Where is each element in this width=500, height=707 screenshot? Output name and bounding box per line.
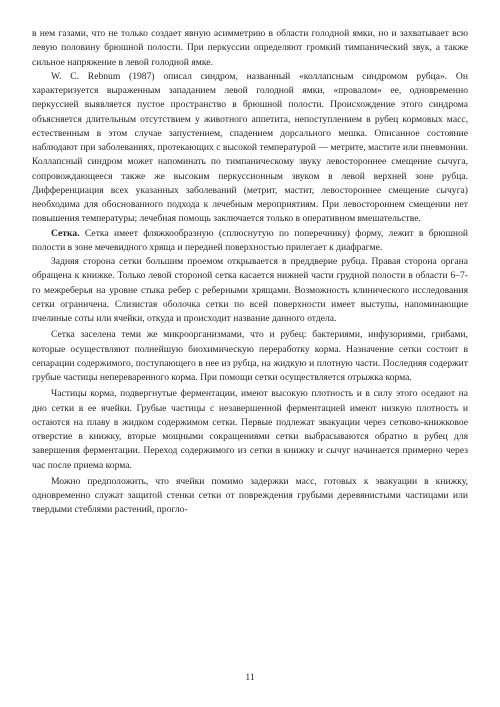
paragraph-3 [32, 227, 468, 256]
paragraph-3-text: Сетка имеет фляжкообразную (сплюснутую по поперечнику) форму, лежит в брюшной полости в зоне мечевидного хряща и передней поверхностью прилегает к диафрагме. [32, 227, 468, 253]
page-number: 11 [245, 672, 255, 683]
paragraph-6: Частицы корма, подвергнутые ферментации, имеют высокую плотность и в силу этого оседают на дно сетки в ее ячейки. Грубые частицы с незавершенной ферментацией имеют низкую плотность и остаются на плаву в жидком содержимом сетки. Первые подлежат эвакуации через сетково-книжковое отверстие в книжку, вторые мощными сокращениями сетки выбрасываются обратно в рубец для завершения ферментации. Переход содержимого из сетки в книжку и сычуг начинается примерно через час после приема корма. [32, 388, 468, 471]
document-body [32, 27, 468, 518]
paragraph-4: Задняя сторона сетки большим проемом открывается в преддверие рубца. Правая сторона органа обращена к книжке. Только левой стороной сетка касается нижней части грудной полости в области 6–7-го межреберья на уровне стыка ребер с реберными хрящами. Возможность клинического исследования сетки ограничена. Слизистая оболочка сетки по всей поверхности имеет выступы, напоминающие пчелиные соты или ячейки, откуда и происходит название данного отдела. [32, 256, 468, 324]
paragraph-5: Сетка заселена теми же микроорганизмами, что и рубец: бактериями, инфузориями, грибами, которые осуществляют полнейшую биохимическую переработку корма. Назначение сетки состоит в сепарации содержимого, поступающего в нее из рубца, на жидкую и плотную части. Последняя содержит грубые частицы непереваренного корма. При помощи сетки осуществляется отрыжка корма. [32, 329, 468, 383]
section-heading-setka: Сетка. [51, 227, 80, 239]
paragraph-7: Можно предположить, что ячейки помимо задержки масс, готовых к эвакуации в книжку, одновременно служат защитой стенки сетки от повреждения грубыми деревянистыми частицами или твердыми стеблями растений, прогло- [32, 475, 468, 516]
paragraph-2: W. C. Rebnum (1987) описал синдром, названный «коллапсным синдромом рубца». Он характеризуется выраженным западанием левой голодной ямки, «провалом» ее, одновременно перкуссией выявляется пустое пространство в брюшной полости. Происхождение этого синдрома объясняется длительным отсутствием у животного аппетита, непоступлением в рубец кормовых масс, естественным в этом случае запустением, спадением дорсального мешка. Описанное состояние наблюдают при заболеваниях, протекающих с высокой температурой — метрите, мастите или пневмонии. Коллапсный синдром может напоминать по тимпаническому звуку левостороннее смещение сычуга, сопровождающееся также же высоким перкуссионным звуком в левой верхней зоне рубца. Дифференциация всех указанных заболеваний (метрит, мастит, левостороннее смещение сычуга) необходима для обоснованного подхода к лечебным мероприятиям. При левостороннем смещении нет повышения температуры; лечебная помощь заключается только в оперативном вмешательстве. [32, 70, 468, 225]
paragraph-1: в нем газами, что не только создает явную асимметрию в области голодной ямки, но и захватывает всю левую половину брюшной полости. При перкуссии определяют громкий тимпанический звук, а также сильное напряжение в левой голодной ямке. [32, 28, 468, 68]
